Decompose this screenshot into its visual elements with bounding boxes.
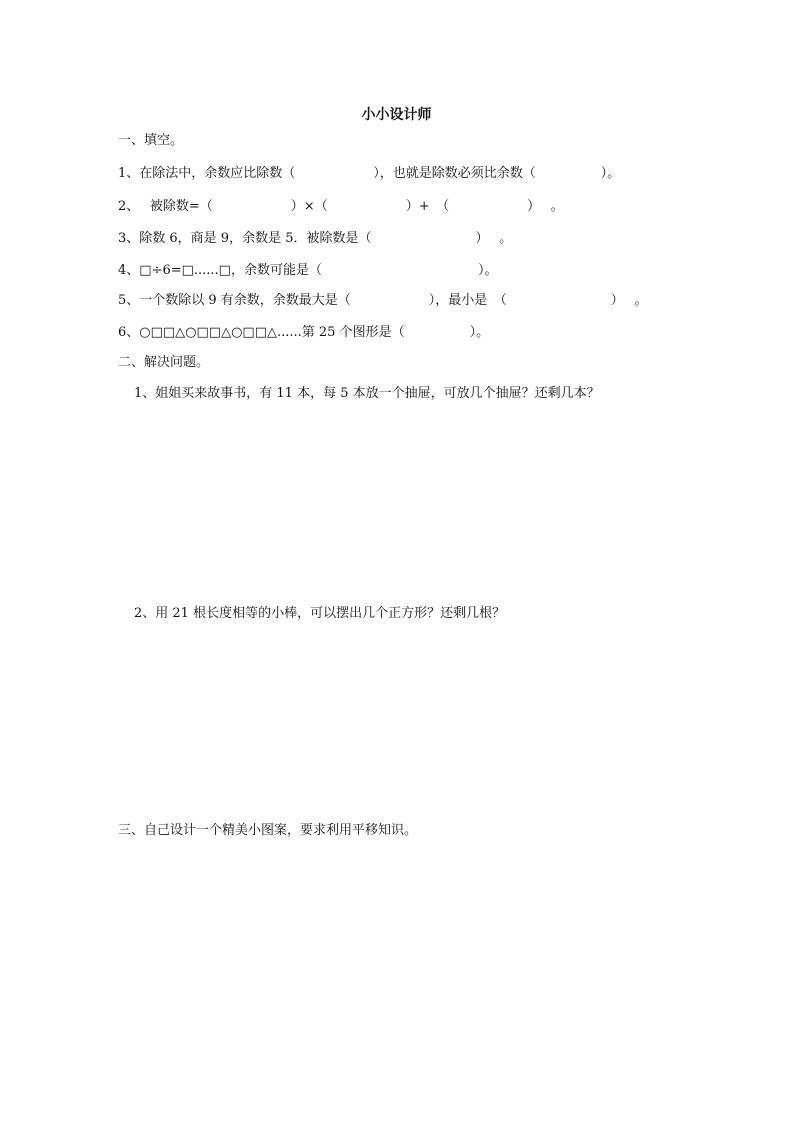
section-heading-design: 三、自己设计一个精美小图案，要求利用平移知识。 [118,823,418,838]
problem-1: 1、姐姐买来故事书，有 11 本，每 5 本放一个抽屉，可放几个抽屉？还剩几本？ [134,386,600,401]
question-2: 2、 被除数=（ ）×（ ）+ （ ） 。 [118,199,564,214]
problem-2: 2、用 21 根长度相等的小棒，可以摆出几个正方形？还剩几根？ [134,606,506,621]
section-heading-fill-blanks: 一、填空。 [118,133,184,148]
question-5: 5、一个数除以 9 有余数，余数最大是（ ），最小是 （ ） 。 [118,293,648,308]
question-1: 1、在除法中，余数应比除数（ ），也就是除数必须比余数（ ）。 [118,166,621,181]
question-6: 6、○□□△○□□△○□□△......第 25 个图形是（ ）。 [118,325,490,340]
section-heading-problems: 二、解决问题。 [118,355,210,370]
question-4: 4、□÷6=□......□，余数可能是（ ）。 [118,263,498,278]
question-3: 3、除数 6，商是 9，余数是 5．被除数是（ ） 。 [118,231,513,246]
page-title: 小小设计师 [361,107,432,123]
